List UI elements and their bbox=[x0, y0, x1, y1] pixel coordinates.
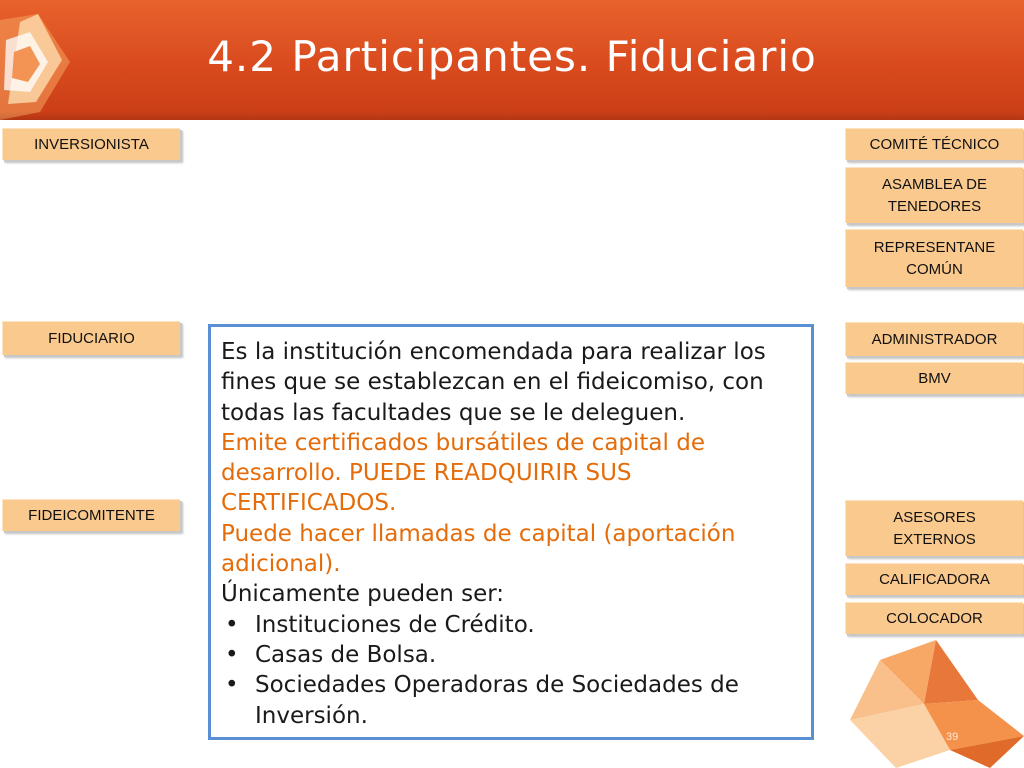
tag-inversionista[interactable] bbox=[2, 128, 180, 160]
tag-label: FIDEICOMITENTE bbox=[28, 506, 155, 524]
slide-header bbox=[0, 0, 1024, 120]
origami-decoration-icon bbox=[840, 640, 1024, 768]
tag-label: CALIFICADORA bbox=[879, 570, 990, 588]
description-intro: Es la institución encomendada para realizar los fines que se establezcan en el fideicomiso, con todas las facultades que se le deleguen. bbox=[221, 339, 766, 426]
entity-list bbox=[221, 610, 799, 731]
tag-label: ASESORES EXTERNOS bbox=[893, 508, 976, 548]
tag-label: ADMINISTRADOR bbox=[871, 330, 998, 348]
description-highlight-llamadas: Puede hacer llamadas de capital (aportación adicional). bbox=[221, 520, 736, 578]
tag-label: COLOCADOR bbox=[886, 609, 983, 627]
tag-fideicomitente[interactable] bbox=[2, 499, 180, 531]
tag-label: COMITÉ TÉCNICO bbox=[869, 135, 1000, 153]
tag-asamblea-de-tenedores[interactable] bbox=[845, 167, 1023, 223]
tag-fiduciario[interactable] bbox=[2, 321, 180, 355]
tag-label: INVERSIONISTA bbox=[34, 135, 149, 153]
tag-colocador[interactable] bbox=[845, 602, 1023, 634]
description-only-can-be: Únicamente pueden ser: bbox=[221, 581, 505, 608]
page-title: 4.2 Participantes. Fiduciario bbox=[207, 32, 817, 81]
tag-representante-comun[interactable] bbox=[845, 229, 1023, 287]
fiduciario-description-box bbox=[208, 324, 814, 740]
description-highlight-emite: Emite certificados bursátiles de capital de desarrollo. PUEDE READQUIRIR SUS CERTIFICADOS. bbox=[221, 429, 705, 517]
page-number: 39 bbox=[946, 731, 959, 743]
tag-label: ASAMBLEA DE TENEDORES bbox=[881, 175, 988, 215]
tag-asesores-externos[interactable] bbox=[845, 500, 1023, 556]
tag-label: REPRESENTANE COMÚN bbox=[873, 238, 996, 278]
tag-label: FIDUCIARIO bbox=[48, 329, 135, 347]
list-item: • Sociedades Operadoras de Sociedades de Inversión. bbox=[221, 670, 799, 731]
tag-comite-tecnico[interactable] bbox=[845, 128, 1023, 160]
list-item: • Casas de Bolsa. bbox=[221, 640, 799, 670]
list-item: • Instituciones de Crédito. bbox=[221, 610, 799, 640]
tag-administrador[interactable] bbox=[845, 322, 1023, 356]
tag-label: BMV bbox=[918, 369, 951, 387]
tag-calificadora[interactable] bbox=[845, 563, 1023, 595]
tag-bmv[interactable] bbox=[845, 362, 1023, 394]
